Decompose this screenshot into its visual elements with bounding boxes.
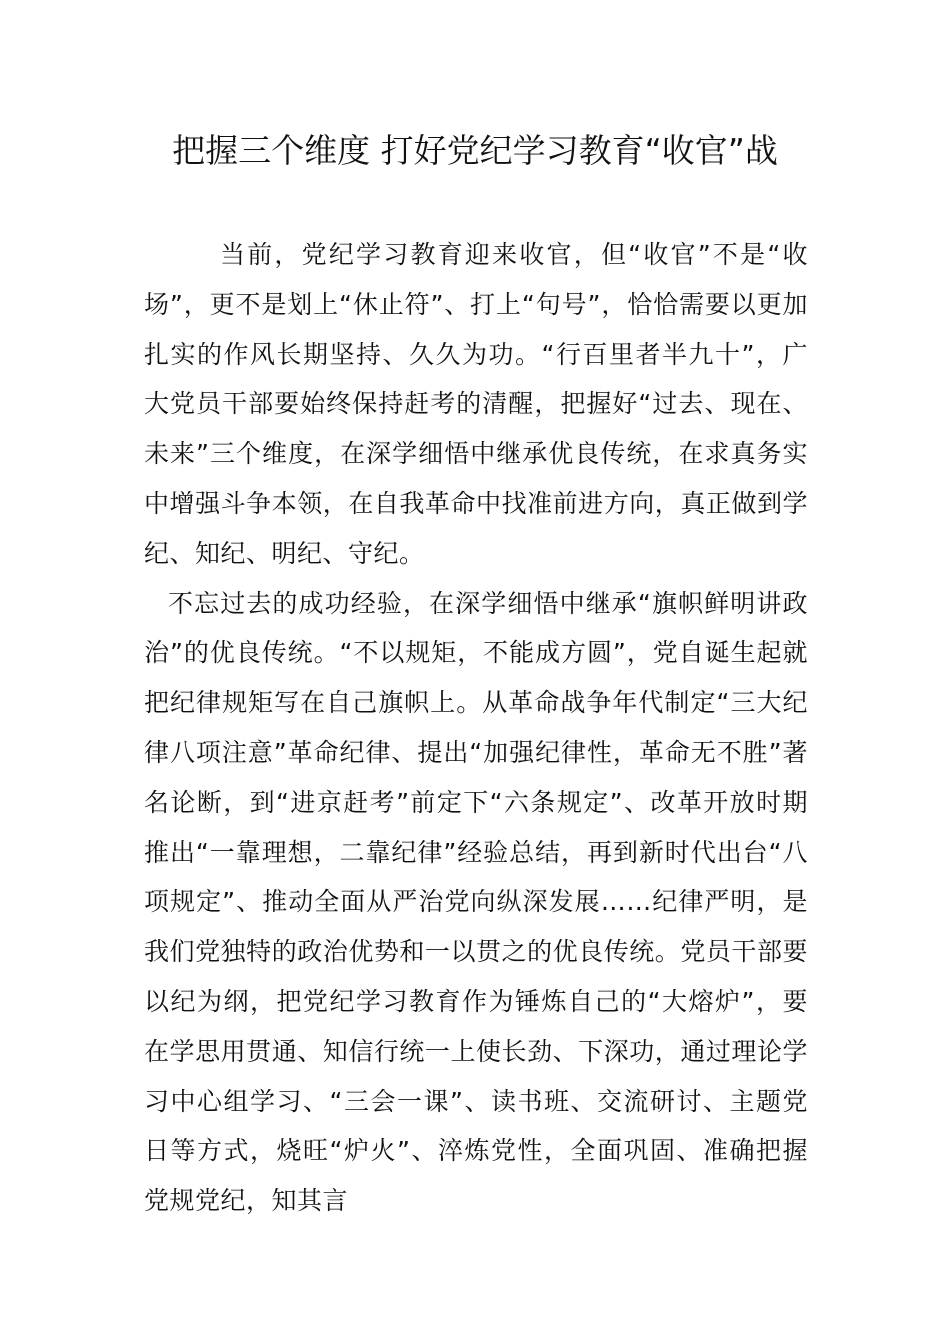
document-title: 把握三个维度 打好党纪学习教育“收官”战	[172, 131, 778, 170]
paragraph-past-experience: 不忘过去的成功经验，在深学细悟中继承“旗帜鲜明讲政治”的优良传统。“不以规矩，不能成方圆”，党自诞生起就把纪律规矩写在自己旗帜上。从革命战争年代制定“三大纪律八项注意”革命纪律、提出“加强纪律性，革命无不胜”著名论断，到“进京赶考”前定下“六条规定”、改革开放时期推出“一靠理想，二靠纪律”经验总结，再到新时代出台“八项规定”、推动全面从严治党向纵深发展……纪律严明，是我们党独特的政治优势和一以贯之的优良传统。党员干部要以纪为纲，把党纪学习教育作为锤炼自己的“大熔炉”，要在学思用贯通、知信行统一上使长劲、下深功，通过理论学习中心组学习、“三会一课”、读书班、交流研讨、主题党日等方式，烧旺“炉火”、淬炼党性，全面巩固、准确把握党规党纪，知其言	[144, 588, 808, 1216]
paragraph-intro: 当前，党纪学习教育迎来收官，但“收官”不是“收场”，更不是划上“休止符”、打上“句号”，恰恰需要以更加扎实的作风长期坚持、久久为功。“行百里者半九十”，广大党员干部要始终保持赶考的清醒，把握好“过去、现在、未来”三个维度，在深学细悟中继承优良传统，在求真务实中增强斗争本领，在自我革命中找准前进方向，真正做到学纪、知纪、明纪、守纪。	[144, 240, 808, 568]
document-body	[144, 230, 808, 1226]
